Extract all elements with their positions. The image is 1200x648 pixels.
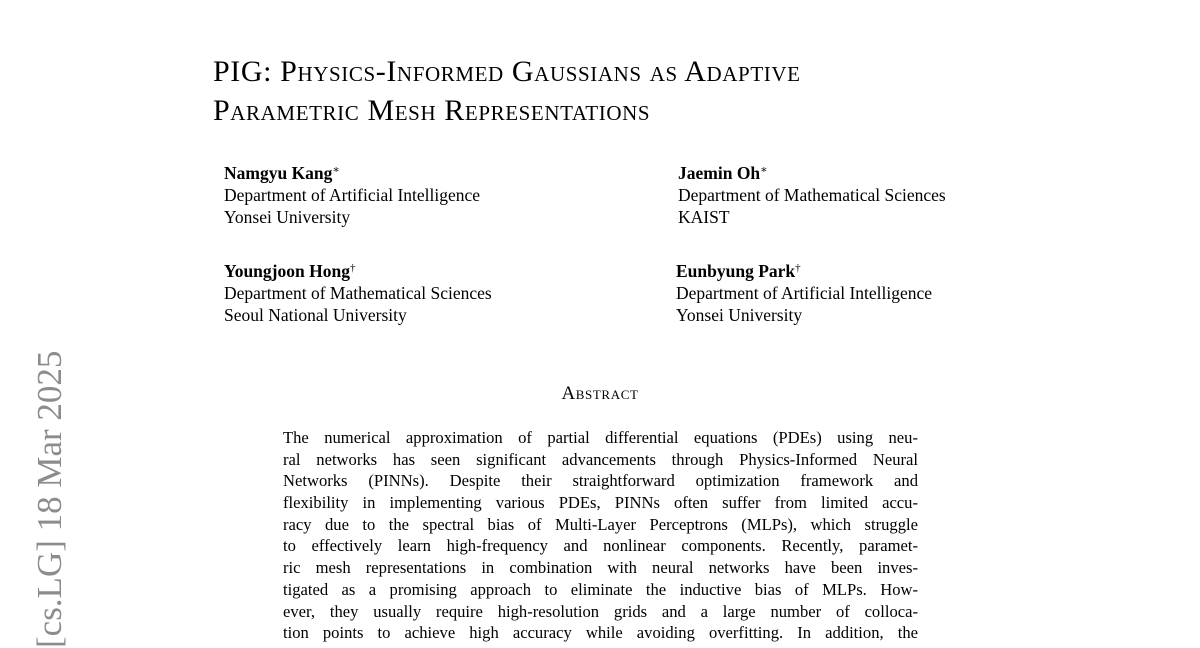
- author-block: [678, 162, 946, 228]
- abstract-body: [283, 427, 918, 644]
- paper-title: [213, 52, 1113, 130]
- abstract-line: tigated as a promising approach to eliminate the inductive bias of MLPs. How-: [283, 579, 918, 599]
- author-department: Department of Artificial Intelligence: [676, 283, 933, 303]
- abstract-line: flexibility in implementing various PDEs, PINNs often suffer from limited accu-: [283, 493, 918, 513]
- abstract-line: Networks (PINNs). Despite their straightforward optimization framework and: [283, 471, 918, 491]
- abstract-line: The numerical approximation of partial differential equations (PDEs) using neu-: [283, 428, 918, 447]
- author-block: [224, 260, 492, 326]
- author-institution: KAIST: [678, 207, 730, 227]
- author-institution: Yonsei University: [224, 207, 351, 227]
- author-block: [676, 260, 932, 326]
- abstract-line: racy due to the spectral bias of Multi-Layer Perceptrons (MLPs), which struggle: [283, 514, 918, 534]
- abstract-line: ric mesh representations in combination with neural networks have been inves-: [283, 558, 918, 578]
- author-mark: ∗: [332, 164, 340, 176]
- abstract-line: ral networks has seen significant advancements through Physics-Informed Neural: [283, 449, 918, 469]
- author-name: Eunbyung Park: [676, 261, 796, 281]
- author-institution: Yonsei University: [676, 305, 803, 325]
- title-line-2: Parametric Mesh Representations: [213, 94, 651, 127]
- author-department: Department of Mathematical Sciences: [678, 185, 946, 205]
- author-name: Youngjoon Hong: [224, 261, 350, 281]
- author-department: Department of Artificial Intelligence: [224, 185, 481, 205]
- abstract-line: tion points to achieve high accuracy while avoiding overfitting. In addition, the: [283, 623, 918, 643]
- author-name: Jaemin Oh: [678, 163, 761, 183]
- author-name: Namgyu Kang: [224, 163, 333, 183]
- author-mark: ∗: [760, 164, 768, 176]
- author-block: [224, 162, 480, 228]
- author-institution: Seoul National University: [224, 305, 407, 325]
- author-mark: †: [795, 262, 801, 274]
- abstract-line: ever, they usually require high-resolution grids and a large number of colloca-: [283, 601, 918, 621]
- author-department: Department of Mathematical Sciences: [224, 283, 492, 303]
- title-line-1: PIG: Physics-Informed Gaussians as Adaptive: [213, 55, 801, 88]
- arxiv-side-stamp: [cs.LG] 18 Mar 2025: [30, 350, 69, 648]
- author-mark: †: [349, 262, 356, 274]
- abstract-line: to effectively learn high-frequency and nonlinear components. Recently, paramet-: [283, 536, 918, 556]
- abstract-heading: Abstract: [561, 383, 639, 404]
